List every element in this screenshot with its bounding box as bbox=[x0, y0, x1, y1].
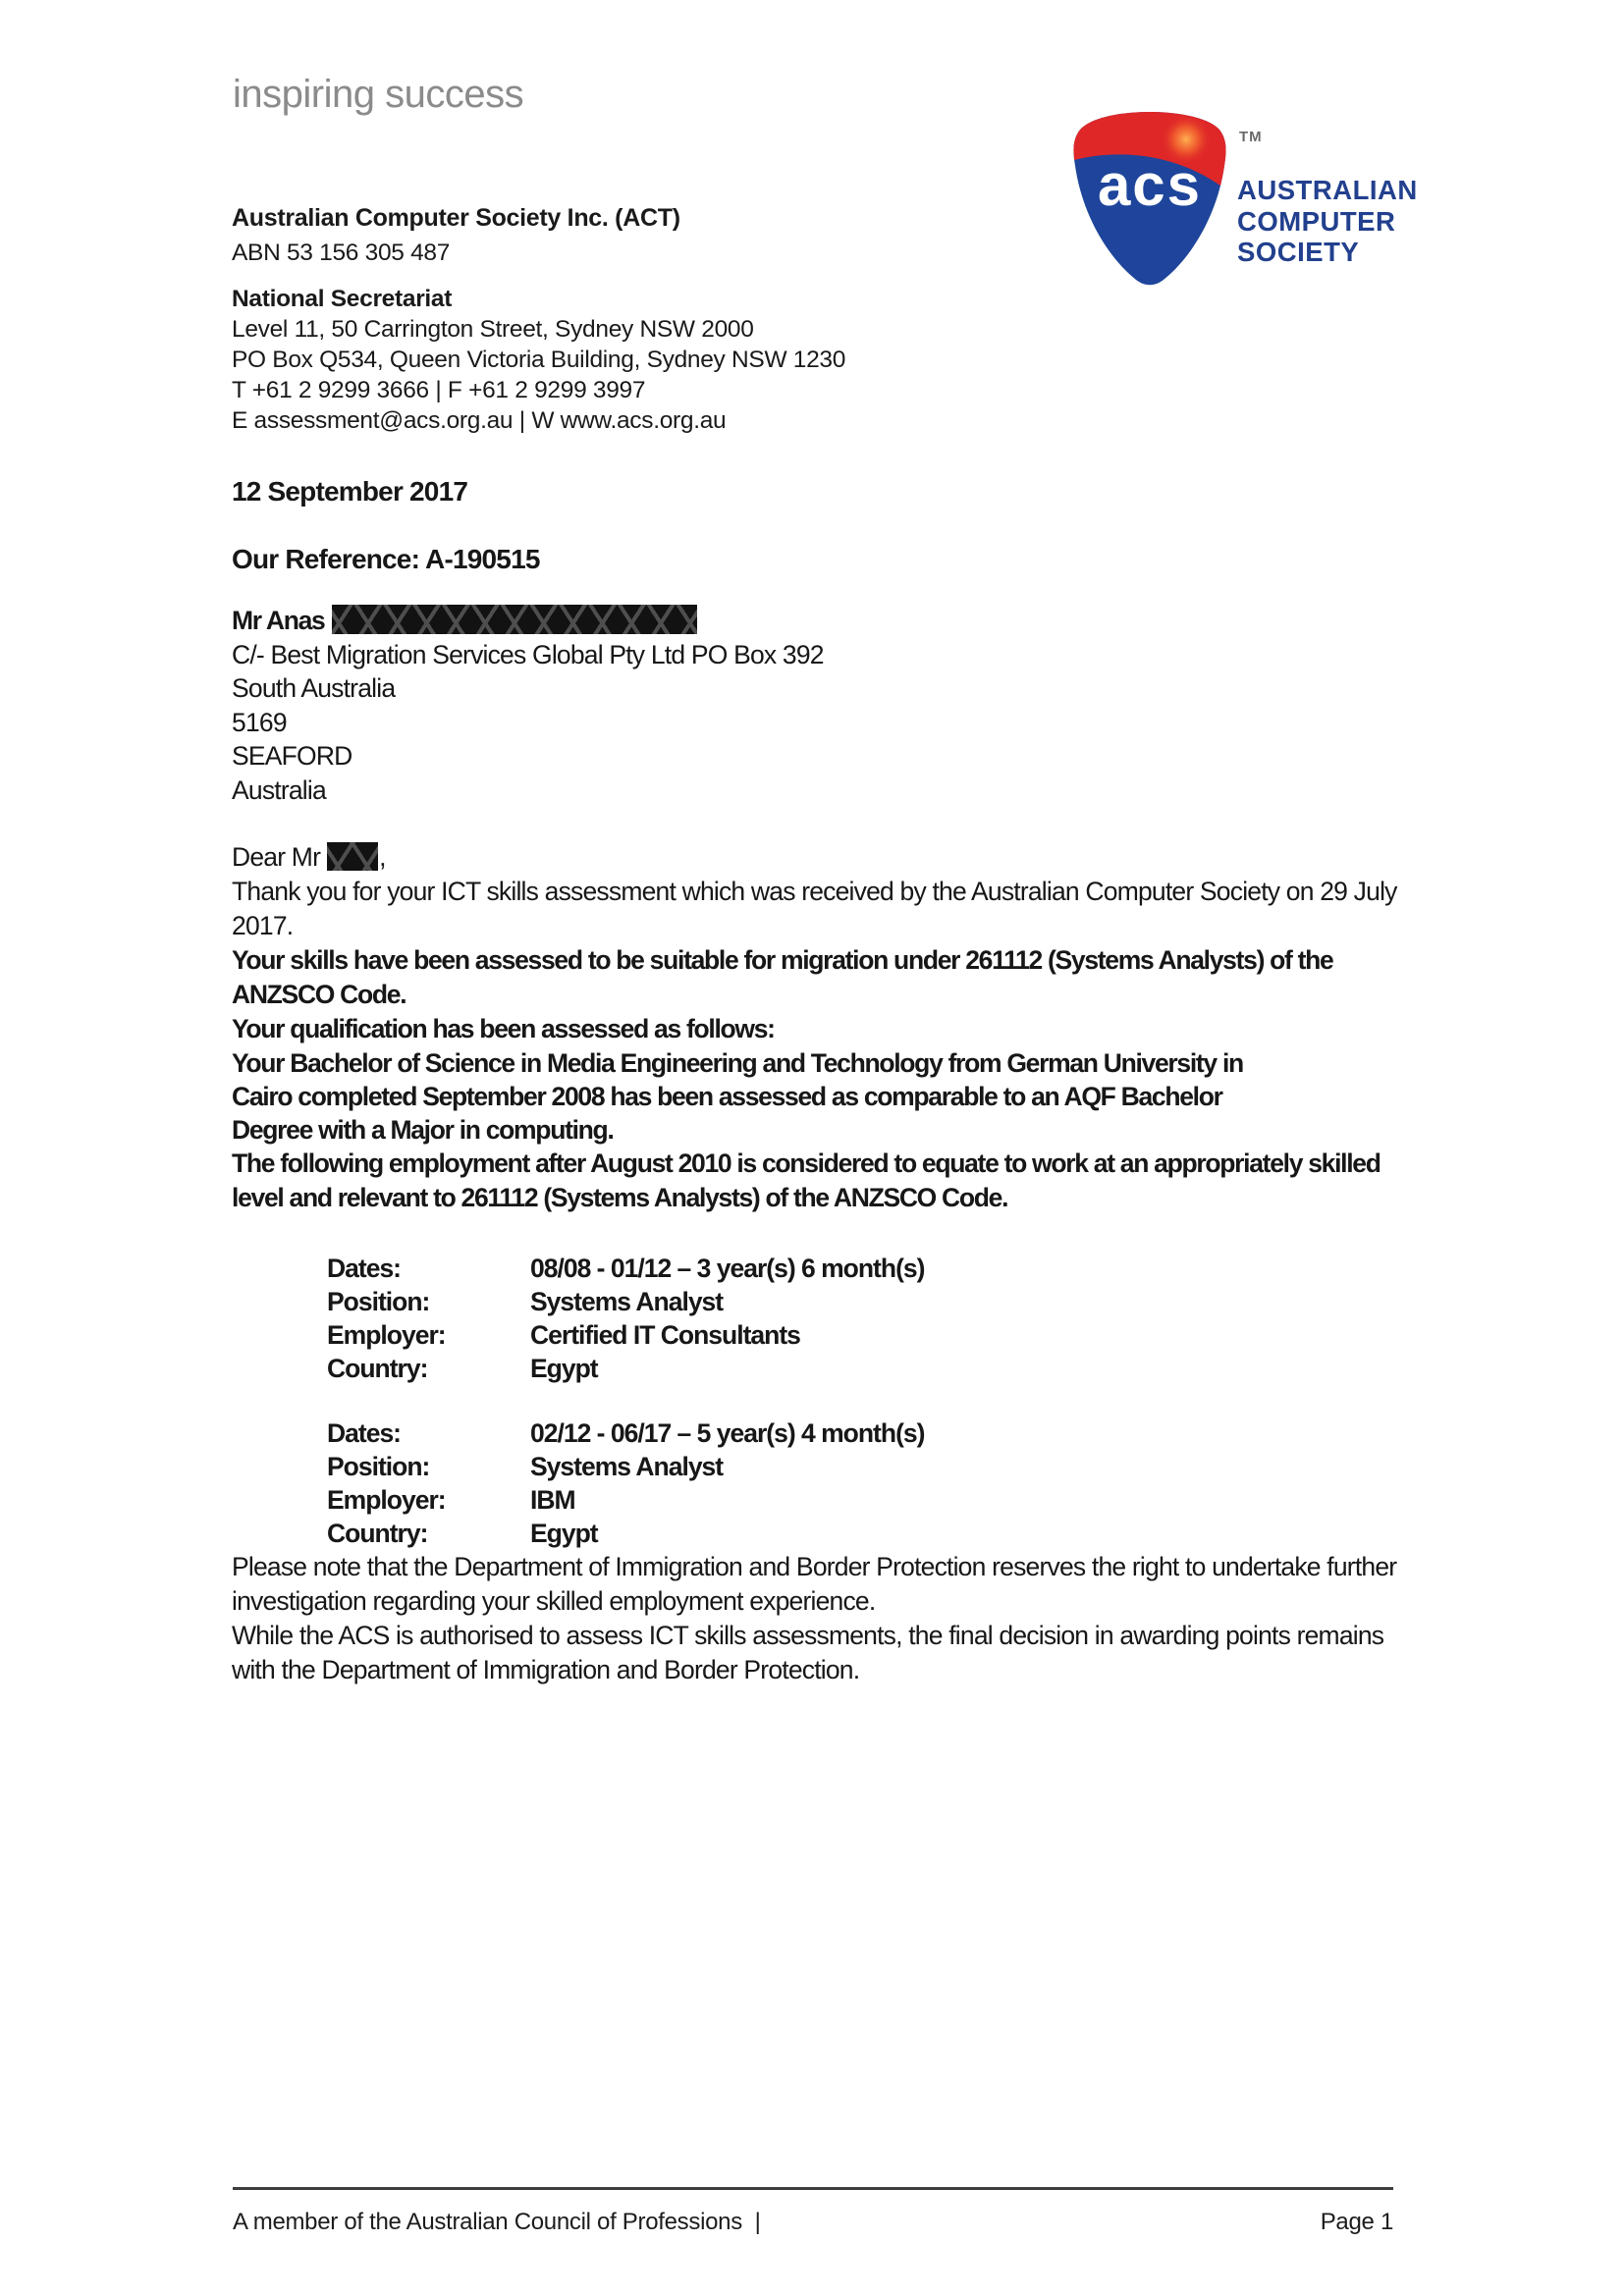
redacted-name-bar bbox=[332, 605, 697, 634]
employment1-label-country: Country: bbox=[327, 1353, 428, 1383]
employment2-value-employer: IBM bbox=[530, 1484, 575, 1515]
sender-org: Australian Computer Society Inc. (ACT) bbox=[232, 204, 680, 232]
employment-block-1 bbox=[327, 1252, 1410, 1385]
sender-contact-group bbox=[232, 284, 845, 436]
employment2-value-country: Egypt bbox=[530, 1518, 598, 1548]
recipient-name: Mr Anas bbox=[232, 606, 325, 635]
paragraph-dibp-note: Please note that the Department of Immigration and Border Protection reserves the right to undertake further investigation regarding your skilled employment experience. bbox=[232, 1551, 1397, 1616]
footer-membership-text: A member of the Australian Council of Professions | bbox=[233, 2209, 761, 2235]
employment1-label-position: Position: bbox=[327, 1286, 430, 1316]
wordmark-line-1: AUSTRALIAN bbox=[1237, 175, 1418, 205]
sender-abn: ABN 53 156 305 487 bbox=[232, 240, 451, 266]
sender-department: National Secretariat bbox=[232, 286, 453, 312]
sender-phone-fax: T +61 2 9299 3666 | F +61 2 9299 3997 bbox=[232, 377, 646, 403]
recipient-name-line bbox=[232, 604, 1410, 638]
recipient-suburb-line: SEAFORD bbox=[232, 741, 352, 772]
employment2-label-employer: Employer: bbox=[327, 1484, 446, 1515]
recipient-postcode-line: 5169 bbox=[232, 707, 287, 737]
recipient-address bbox=[232, 604, 1410, 808]
recipient-careof-line: C/- Best Migration Services Global Pty Ltd PO Box 392 bbox=[232, 639, 824, 669]
employment2-label-country: Country: bbox=[327, 1518, 428, 1548]
letter-body bbox=[232, 474, 1410, 1687]
recipient-country-line: Australia bbox=[232, 774, 326, 805]
salutation-line bbox=[232, 840, 1410, 875]
employment2-label-position: Position: bbox=[327, 1451, 430, 1481]
paragraph-assessment-outcome: Your skills have been assessed to be suitable for migration under 261112 (Systems Analysts) of the ANZSCO Code. bbox=[232, 944, 1333, 1009]
footer-page-number: Page 1 bbox=[1320, 2209, 1393, 2235]
employment1-value-country: Egypt bbox=[530, 1353, 598, 1383]
recipient-state-line: South Australia bbox=[232, 673, 396, 704]
paragraph-qualification-detail: Your Bachelor of Science in Media Engineering and Technology from German University in Cairo completed September 2008 has been assessed as comparable to an AQF Bachelor Degree with a Major in computing. bbox=[232, 1047, 1243, 1145]
wordmark-line-2: COMPUTER bbox=[1237, 205, 1396, 237]
employment1-label-dates: Dates: bbox=[327, 1253, 402, 1283]
paragraph-employment-intro: The following employment after August 2010 is considered to equate to work at an appropriately skilled level and relevant to 261112 (Systems Analysts) of the ANZSCO Code. bbox=[232, 1148, 1380, 1212]
paragraph-qualification-heading: Your qualification has been assessed as follows: bbox=[232, 1013, 775, 1043]
acs-acronym: acs bbox=[1097, 152, 1203, 218]
paragraph-thanks: Thank you for your ICT skills assessment which was received by the Australian Computer Society on 29 July 2017. bbox=[232, 876, 1397, 940]
sender-address-line2: PO Box Q534, Queen Victoria Building, Sydney NSW 1230 bbox=[232, 347, 846, 373]
paragraph-acs-authority: While the ACS is authorised to assess ICT skills assessments, the final decision in awarding points remains with the Department of Immigration and Border Protection. bbox=[232, 1620, 1384, 1684]
employment1-value-employer: Certified IT Consultants bbox=[530, 1319, 800, 1350]
employment1-value-dates: 08/08 - 01/12 – 3 year(s) 6 month(s) bbox=[530, 1253, 925, 1283]
acs-shield-icon bbox=[1070, 110, 1229, 293]
page-footer bbox=[233, 2187, 1393, 2236]
employment2-value-dates: 02/12 - 06/17 – 5 year(s) 4 month(s) bbox=[530, 1417, 925, 1448]
employment2-value-position: Systems Analyst bbox=[530, 1451, 724, 1481]
acs-wordmark bbox=[1237, 175, 1418, 268]
salutation-suffix: , bbox=[379, 841, 386, 872]
sender-email-web: E assessment@acs.org.au | W www.acs.org.au bbox=[232, 407, 727, 434]
trademark-symbol: TM bbox=[1239, 129, 1263, 145]
employment1-label-employer: Employer: bbox=[327, 1319, 446, 1350]
salutation-prefix: Dear Mr bbox=[232, 841, 321, 872]
redacted-surname-box bbox=[327, 842, 378, 871]
employment2-label-dates: Dates: bbox=[327, 1417, 402, 1448]
employment1-value-position: Systems Analyst bbox=[530, 1286, 724, 1316]
sender-block bbox=[232, 201, 845, 436]
date-line: 12 September 2017 bbox=[232, 476, 468, 507]
wordmark-line-3: SOCIETY bbox=[1237, 237, 1360, 267]
acs-logo bbox=[1070, 110, 1418, 296]
acs-tagline: inspiring success bbox=[233, 73, 524, 116]
sender-address-line1: Level 11, 50 Carrington Street, Sydney NSW 2000 bbox=[232, 316, 754, 343]
reference-line: Our Reference: A-190515 bbox=[232, 544, 540, 574]
employment-block-2 bbox=[327, 1416, 1410, 1550]
